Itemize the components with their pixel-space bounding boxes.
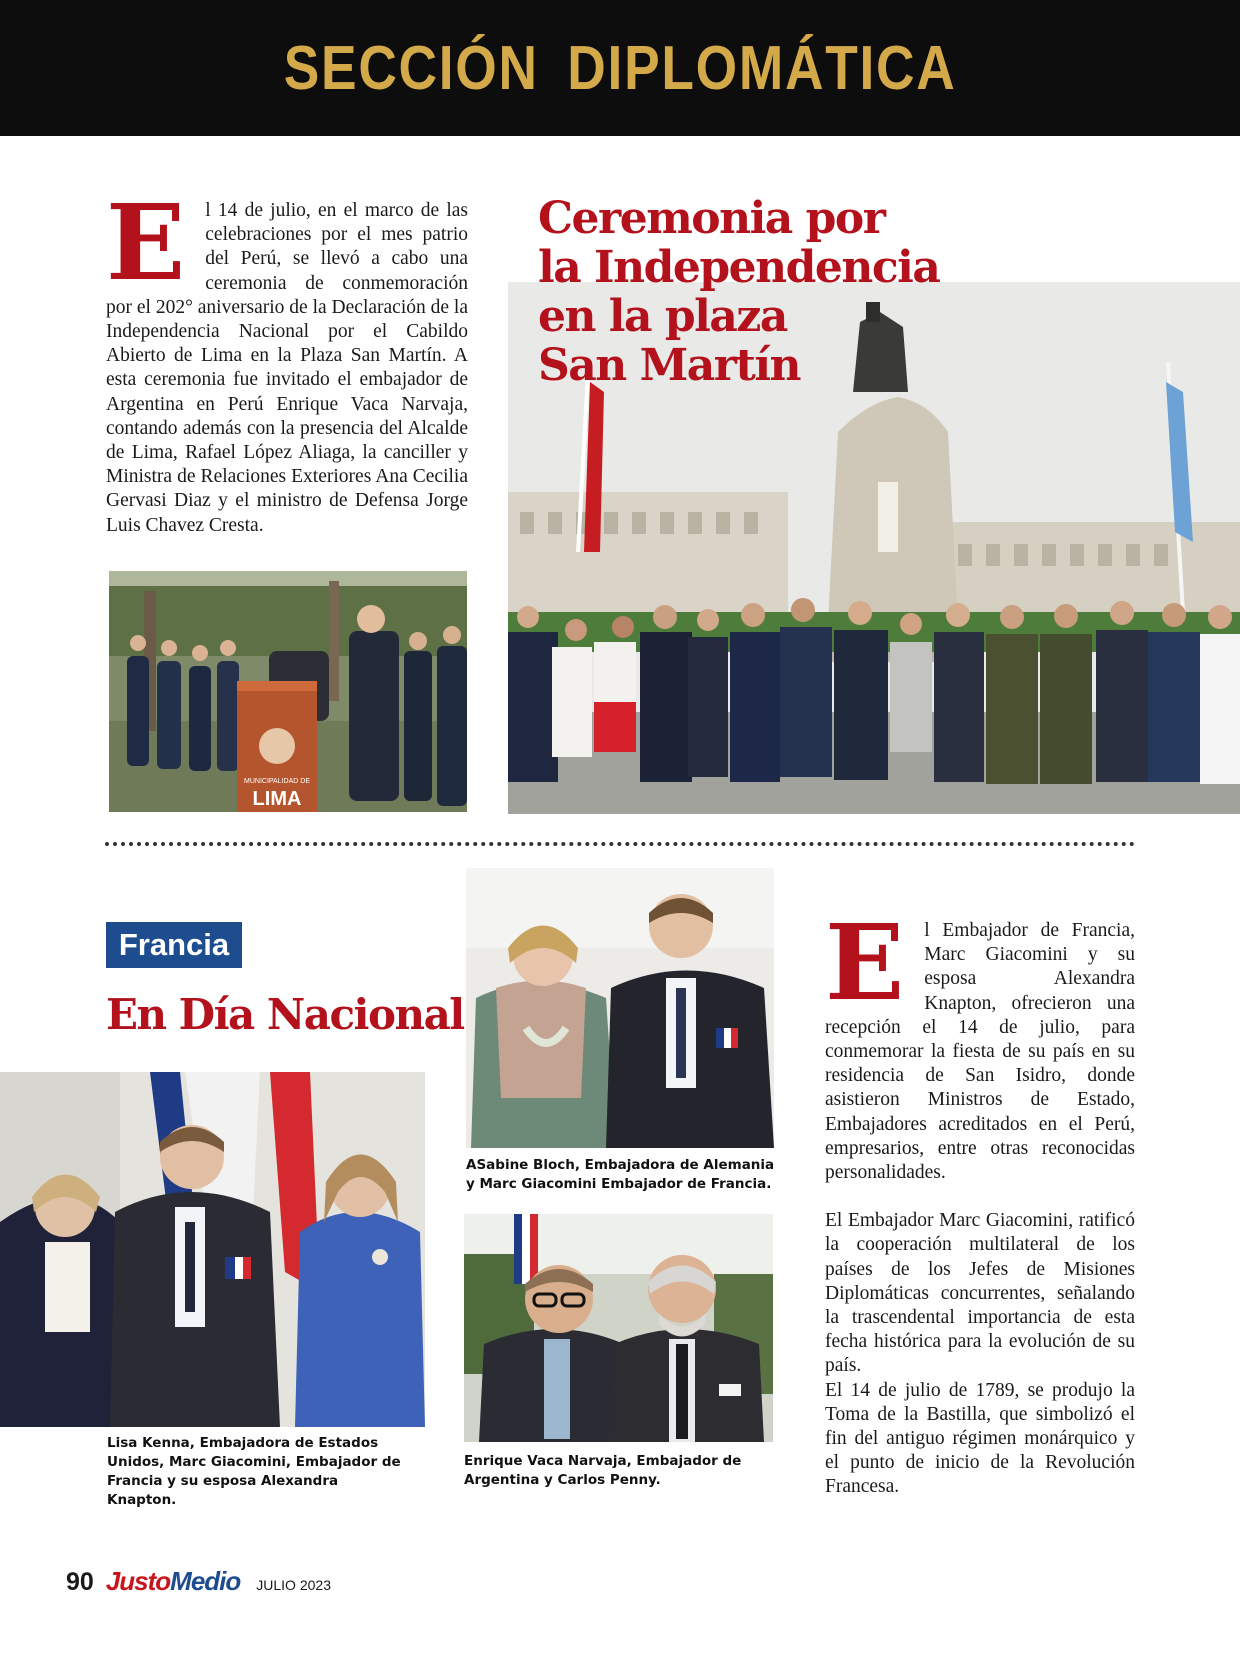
issue-date: JULIO 2023 [256, 1577, 331, 1593]
article1-dropcap: E [106, 181, 186, 304]
headline-line: en la plaza [538, 291, 787, 342]
podium-label-large: LIMA [252, 788, 302, 810]
logo-part-1: Justo [105, 1566, 171, 1596]
left-photo-graphic [0, 1072, 425, 1427]
article2-headline: En Día Nacional [106, 990, 464, 1039]
section-divider [105, 842, 1135, 846]
article1-headline [538, 194, 939, 390]
podium-label-small: MUNICIPALIDAD DE [244, 778, 310, 785]
headline-line: San Martín [538, 340, 801, 391]
article2-paragraph-2 [825, 1209, 1135, 1499]
bottom-photo-graphic [464, 1214, 773, 1442]
article2-paragraph-1 [825, 901, 1135, 1185]
podium-photo-graphic [109, 571, 467, 812]
article2-text-1: l Embajador de Francia, Marc Giacomini y su esposa Alexandra Knapton, ofrecieron una recepción el 14 de julio, para conmemorar la fiesta de su país en su residencia de San Isidro, donde asistieron Ministros de Estado, Embajadores acreditados en el Perú, empresarios, entre otras reconocidas personalidades. [825, 920, 1135, 1184]
podium-speech-photo [109, 571, 467, 812]
article2-text-2: El Embajador Marc Giacomini, ratificó la cooperación multilateral de los países de los Jefes de Misiones Diplomáticas concurrentes, señalando la trascendental importancia de esta fecha histórica para la evolución de su país. El 14 de julio de 1789, se produjo la Toma de la Bastilla, que simbolizó el fin del antiguo régimen monárquico y el punto de inicio de la Revolución Francesa. [825, 1210, 1135, 1498]
magazine-logo [106, 1566, 240, 1597]
section-tag-francia: Francia [106, 922, 242, 968]
section-title: SECCIÓN DIPLOMÁTICA [283, 33, 957, 103]
ambassadors-group-photo [0, 1072, 425, 1427]
bloch-giacomini-photo [466, 868, 774, 1148]
logo-part-2: Medio [170, 1566, 241, 1596]
top-photo-graphic [466, 868, 774, 1148]
headline-line: Ceremonia por [538, 193, 885, 244]
page-footer [66, 1566, 331, 1597]
article1-text: l 14 de julio, en el marco de las celebraciones por el mes patrio del Perú, se llevó a cabo una ceremonia de conmemoración por el 202° aniversario de la Declaración de la Independencia Nacional por el Cabildo Abierto de Lima en la Plaza San Martín. A esta ceremonia fue invitado el embajador de Argentina en Perú Enrique Vaca Narvaja, contando además con la presencia del Alcalde de Lima, Rafael López Aliaga, la canciller y Ministra de Relaciones Exteriores Ana Cecilia Gervasi Diaz y el ministro de Defensa Jorge Luis Chavez Cresta. [106, 200, 468, 536]
article2-dropcap: E [825, 901, 905, 1024]
top-photo-caption: ASabine Bloch, Embajadora de Alemania y Marc Giacomini Embajador de Francia. [466, 1157, 775, 1192]
article1-body [106, 181, 468, 538]
left-photo-caption: Lisa Kenna, Embajadora de Estados Unidos, Marc Giacomini, Embajador de Francia y su esposa Alexandra Knapton. [107, 1435, 401, 1508]
bottom-photo-caption: Enrique Vaca Narvaja, Embajador de Argentina y Carlos Penny. [464, 1453, 742, 1488]
page-number: 90 [66, 1568, 94, 1596]
section-header [0, 0, 1240, 136]
article2-body [825, 901, 1135, 1500]
vaca-narvaja-penny-photo [464, 1214, 773, 1442]
headline-line: la Independencia [538, 242, 940, 293]
